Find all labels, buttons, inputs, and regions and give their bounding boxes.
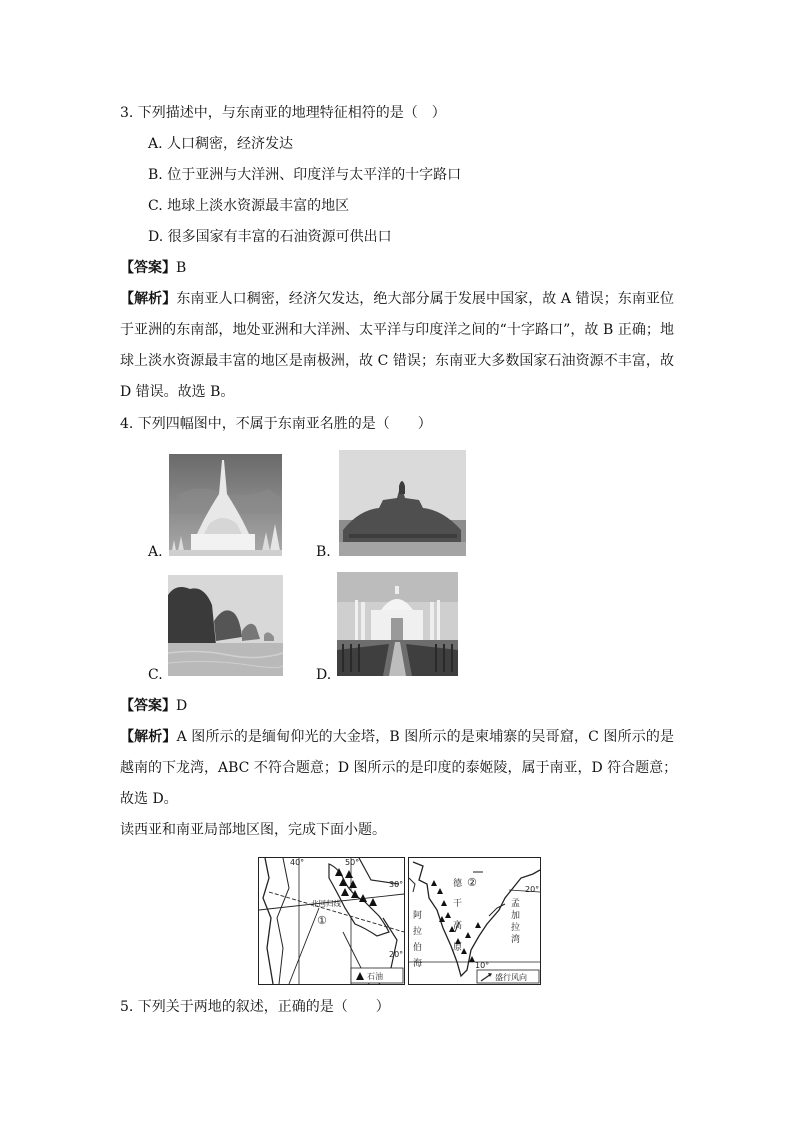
bay-char-2: 加: [511, 911, 521, 921]
q4-analysis-line-3: 故选 D。: [120, 791, 178, 807]
q4-option-c-label: C.: [148, 667, 163, 683]
region-marker-2: ②: [467, 876, 477, 889]
q3-analysis-line-4: D 错误。故选 B。: [120, 384, 235, 400]
plateau-char-2: 干: [453, 899, 463, 909]
bay-char-1: 孟: [511, 899, 521, 909]
photo-ha-long-bay: [168, 575, 283, 676]
q5-stem: 5. 下列关于两地的叙述，正确的是（ ）: [120, 999, 390, 1015]
q4-analysis-line-1: 【解析】A 图所示的是缅甸仰光的大金塔，B 图所示的是柬埔寨的吴哥窟，C 图所示的是: [120, 729, 675, 745]
q4-analysis-line-2: 越南的下龙湾，ABC 不符合题意；D 图所示的是印度的泰姬陵，属于南亚，D 符合题意；: [120, 760, 678, 776]
q3-option-d: D. 很多国家有丰富的石油资源可供出口: [148, 229, 392, 245]
q3-stem: 3. 下列描述中，与东南亚的地理特征相符的是（ ）: [120, 105, 446, 121]
q4-stem: 4. 下列四幅图中，不属于东南亚名胜的是（ ）: [120, 416, 432, 432]
map-west-asia: [258, 857, 405, 985]
lat-label-30: 30°: [389, 880, 404, 889]
lat-label-20-right: 20°: [525, 885, 540, 894]
q4-answer: [120, 697, 187, 715]
map-south-asia: [408, 857, 541, 985]
lon-label-40: 40°: [290, 858, 305, 867]
plateau-char-4: 原: [453, 943, 463, 953]
sea-char-3: 伯: [413, 943, 423, 953]
answer-tag: 【答案】: [120, 260, 176, 276]
q3-analysis-line-2: 于亚洲的东南部，地处亚洲和大洋洲、太平洋与印度洋之间的“十字路口”，故 B 正确；地: [120, 322, 674, 338]
lat-label-20: 20°: [389, 950, 404, 959]
q3-analysis-line-1: 【解析】东南亚人口稠密，经济欠发达，绝大部分属于发展中国家，故 A 错误；东南亚位: [120, 291, 674, 307]
plateau-char-3: 高: [453, 921, 463, 931]
answer-value: D: [176, 698, 188, 714]
answer-value: B: [176, 260, 187, 276]
tropic-of-cancer-label: 北回归线: [311, 899, 341, 908]
legend-oil: 石油: [367, 972, 383, 981]
lat-label-10-right: 10°: [475, 961, 490, 970]
photo-taj-mahal: [337, 572, 458, 676]
q3-option-b: B. 位于亚洲与大洋洲、印度洋与太平洋的十字路口: [148, 167, 462, 183]
analysis-tag: 【解析】: [120, 729, 177, 745]
q4-option-a-label: A.: [148, 544, 163, 560]
q4-option-b-label: B.: [316, 544, 331, 560]
lon-label-50: 50°: [345, 858, 360, 867]
bay-char-3: 拉: [511, 923, 521, 933]
sea-char-1: 阿: [413, 911, 423, 921]
analysis-tag: 【解析】: [120, 291, 177, 307]
plateau-char-1: 德: [453, 879, 463, 889]
q3-option-c: C. 地球上淡水资源最丰富的地区: [148, 198, 350, 214]
photo-angkor-wat: [339, 450, 466, 556]
sea-char-4: 海: [413, 959, 423, 969]
legend-prevailing-wind: 盛行风向: [495, 973, 527, 982]
sea-char-2: 拉: [413, 927, 423, 937]
region-marker-1: ①: [317, 914, 327, 927]
answer-tag: 【答案】: [120, 698, 176, 714]
q3-option-a: A. 人口稠密，经济发达: [148, 136, 294, 152]
q3-answer: [120, 259, 186, 277]
q3-analysis-line-3: 球上淡水资源最丰富的地区是南极洲，故 C 错误；东南亚大多数国家石油资源不丰富，故: [120, 353, 674, 369]
bay-char-4: 湾: [511, 935, 521, 945]
map-intro: 读西亚和南亚局部地区图，完成下面小题。: [120, 822, 386, 838]
photo-golden-pagoda: [169, 454, 282, 556]
q4-option-d-label: D.: [316, 667, 332, 683]
